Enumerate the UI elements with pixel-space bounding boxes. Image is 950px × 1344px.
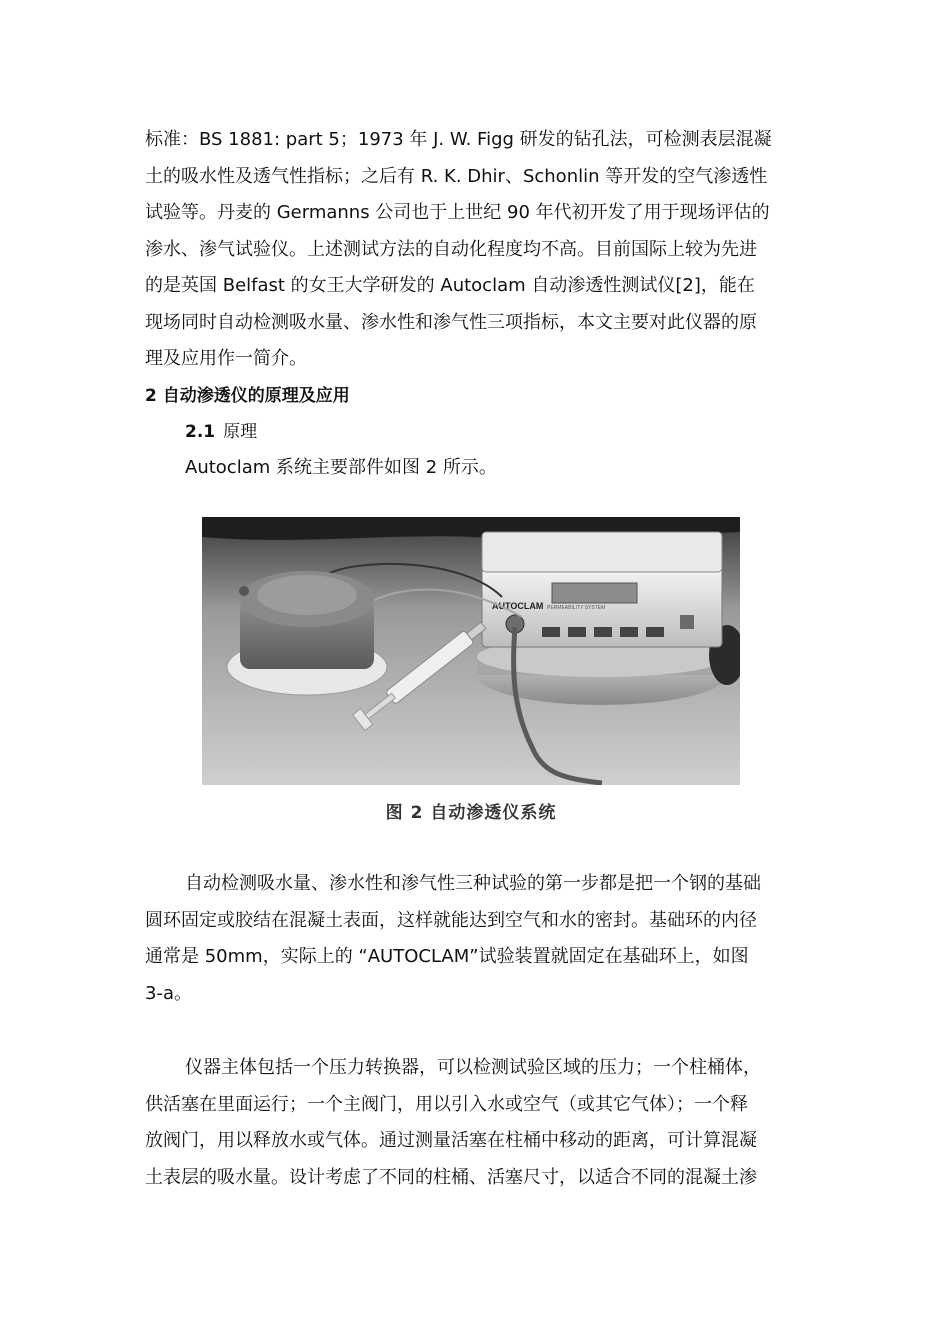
- device-brand-label: AUTOCLAM: [492, 601, 544, 611]
- paragraph-3: [145, 1050, 809, 1196]
- subsection-number: 2.1: [185, 421, 216, 442]
- intro-line: 渗水、渗气试验仪。上述测试方法的自动化程度均不高。目前国际上较为先进: [145, 238, 757, 260]
- figure-2: [202, 517, 740, 823]
- para3-line: 土表层的吸水量。设计考虑了不同的柱桶、活塞尺寸，以适合不同的混凝土渗: [145, 1166, 757, 1188]
- para3-line: 放阀门，用以释放水或气体。通过测量活塞在柱桶中移动的距离，可计算混凝: [145, 1130, 757, 1151]
- para2-line: 通常是 50mm，实际上的 “AUTOCLAM”试验装置就固定在基础环上，如图: [145, 946, 749, 967]
- autoclam-photo: [202, 517, 740, 785]
- paragraph-2: [145, 866, 809, 1012]
- device-subtitle-label: PERMEABILITY SYSTEM: [547, 605, 606, 611]
- intro-line: 现场同时自动检测吸水量、渗水性和渗气性三项指标，本文主要对此仪器的原: [145, 311, 757, 333]
- section-heading: 2 自动渗透仪的原理及应用: [145, 385, 350, 406]
- figure-caption: 图 2 自动渗透仪系统: [385, 803, 557, 823]
- intro-line: 的是英国 Belfast 的女王大学研发的 Autoclam 自动渗透性测试仪[2]，能在: [145, 275, 755, 296]
- intro-line: 土的吸水性及透气性指标；之后有 R. K. Dhir、Schonlin 等开发的空气渗透性: [145, 165, 768, 187]
- para2-line: 圆环固定或胶结在混凝土表面，这样就能达到空气和水的密封。基础环的内径: [145, 909, 757, 931]
- para3-line: 仪器主体包括一个压力转换器，可以检测试验区域的压力；一个柱桶体，: [185, 1057, 761, 1078]
- subsection-heading: [185, 414, 809, 450]
- intro-paragraph: [145, 122, 809, 486]
- autoclam-photo-illustration: [202, 517, 740, 785]
- subsection-title: 原理: [223, 421, 258, 442]
- para2-line: 3-a。: [145, 982, 192, 1004]
- intro-line: 理及应用作一简介。: [145, 348, 307, 369]
- intro-line: 标准：BS 1881: part 5；1973 年 J. W. Figg 研发的钻孔法，可检测表层混凝: [145, 129, 772, 150]
- para3-line: 供活塞在里面运行；一个主阀门，用以引入水或空气（或其它气体）；一个释: [145, 1093, 748, 1115]
- para2-line: 自动检测吸水量、渗水性和渗气性三种试验的第一步都是把一个钢的基础: [185, 873, 761, 894]
- intro-line: 试验等。丹麦的 Germanns 公司也于上世纪 90 年代初开发了用于现场评估的: [145, 202, 770, 223]
- figure-intro: Autoclam 系统主要部件如图 2 所示。: [185, 456, 497, 478]
